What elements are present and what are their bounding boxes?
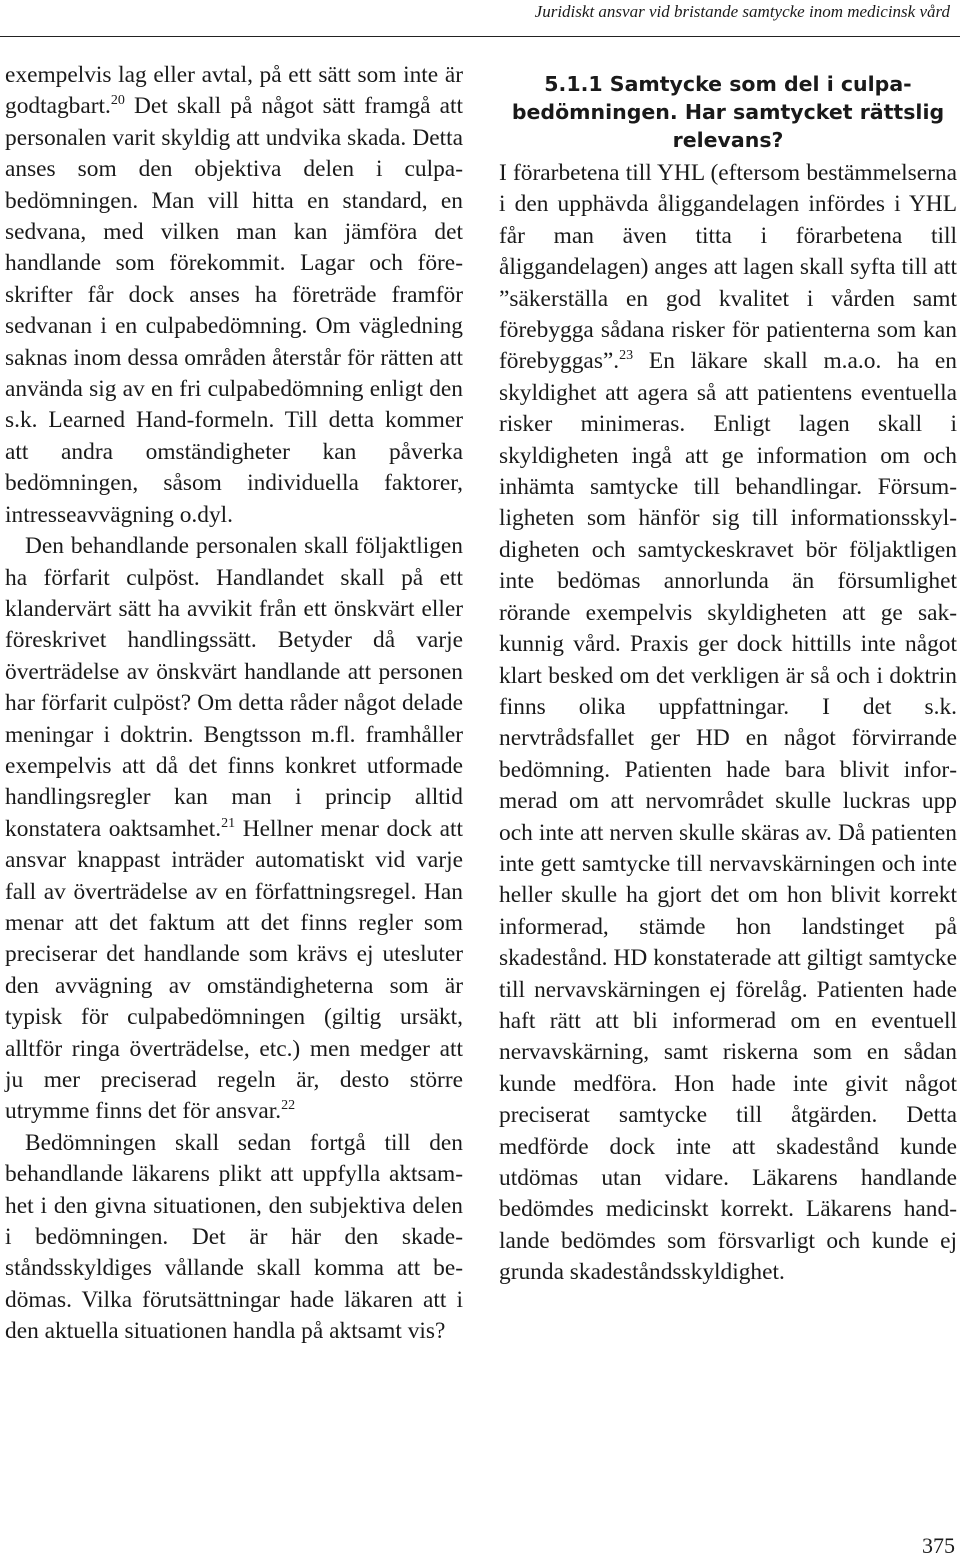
footnote-ref-22: 22 — [281, 1098, 296, 1114]
left-column — [5, 60, 463, 1348]
paragraph-1-text-b: Det skall på något sätt framgå att personalen varit skyldig att undvika skada. Detta anses som den objektiva delen i culpabedömningen. Man vill hitta en standard, en sedvana, med vilken man kan jämföra det handlande som förekommit. Lagar och föreskrifter får dock anses ha företräde framför sedvanan i en culpabedömning. Om vägledning saknas inom dessa områden återstår för rätten att använda sig av en fri culpabedömning enligt den s.k. Learned Hand-formeln. Till detta kommer att andra omständigheter kan påverka bedömningen, såsom individuella faktorer, intresseavvägning o.dyl. — [5, 93, 463, 528]
running-header — [0, 0, 960, 37]
page-number: 375 — [922, 1533, 955, 1558]
running-title: Juridiskt ansvar vid bristande samtycke inom medicinsk vård — [534, 2, 950, 21]
paragraph-4 — [499, 158, 957, 1289]
paragraph-3: Bedömningen skall sedan fortgå till den behandlande läkarens plikt att uppfylla aktsamhet i den givna situationen, den subjektiva delen i bedömningen. Det är här den skadeståndsskyldiges vållande skall komma att bedömas. Vilka förutsättningar hade läkaren att i den aktuella situationen handla på aktsamt vis? — [5, 1129, 463, 1345]
paragraph-4-text-a: I förarbetena till YHL (eftersom bestämmelserna i den upphävda åliggandelagen infördes i YHL får man även titta i förarbetena till åliggandelagen) anges att lagen skall syfta till att ”säkerställa en god kvalitet i vården samt förebygga sådana risker för patienterna som kan förebyggas”. — [499, 160, 957, 375]
section-heading: 5.1.1 Samtycke som del i culpabedömningen. Har samtycket rättslig relevans? — [511, 72, 945, 152]
paragraph-2-text-a: Den behandlande personalen skall följaktligen ha förfarit culpöst. Handlandet skall på ett klandervärt sätt ha avvikit från ett önskvärt eller föreskrivet handlingssätt. Betyder då varje överträdelse av önskvärt handlande att personen har förfarit culpöst? Om detta råder något delade meningar i doktrin. Bengtsson m.fl. framhåller exempelvis att då det finns konkret utformade handlingsregler kan man i princip alltid konstatera oaktsamhet. — [5, 533, 463, 842]
paragraph-1-text-a: exempelvis lag eller avtal, på ett sätt som inte är godtagbart. — [5, 62, 463, 120]
paragraph-1 — [5, 60, 463, 531]
paragraph-2-text-b: Hellner menar dock att ansvar knappast inträder automatiskt vid varje fall av överträdelse av en författningsregel. Han menar att det faktum att det finns regler som preciserar det handlande som krävs ej utesluter den avvägning av omständigheterna som är typisk för culpabedömningen (giltig ursäkt, alltför ringa överträdelse, etc.) men medger att ju mer preciserad regeln är, desto större utrymme finns det för ansvar. — [5, 815, 463, 1125]
paragraph-4-text-b: En läkare skall m.a.o. ha en skyldighet att agera så att patientens eventuella risker minimeras. Enligt lagen skall i skyldigheten ingå att ge information om och inhämta samtycke till behandlingar. Försumligheten som hänför sig till informationsskyldigheten och samtyckeskravet bör följaktligen inte bedömas annorlunda än försumlighet rörande exempelvis skyldigheten att ge sakkunnig vård. Praxis ger dock hittills inte något klart besked om det verkligen är så och i doktrin finns olika uppfattningar. I det s.k. nervtrådsfallet ger HD en något förvirrande bedömning. Patienten hade bara blivit informerad om att nervområdet skulle luckras upp och inte att nerven skulle skäras av. Då patienten inte gett samtycke till nervavskärningen och inte heller skulle ha gjort det om hon blivit korrekt informerad, stämde hon landstinget på skadestånd. HD konstaterade att giltigt samtycke till nervavskärningen ej förelåg. Patienten hade haft rätt att bli informerad om en eventuell nervavskärning, samt riskerna som en sådan kunde medföra. Hon hade inte givit något preciserat samtycke till åtgärden. Detta medförde dock inte att skadestånd kunde utdömas utan vidare. Läkarens handlande bedömdes medicinskt korrekt. Läkarens handlande bedömdes som försvarligt och kunde ej grunda skadeståndsskyldighet. — [499, 348, 957, 1286]
footnote-ref-21: 21 — [221, 815, 236, 831]
paragraph-2 — [5, 531, 463, 1128]
right-column — [499, 60, 957, 1289]
footnote-ref-20: 20 — [110, 93, 125, 109]
footnote-ref-23: 23 — [619, 348, 634, 364]
